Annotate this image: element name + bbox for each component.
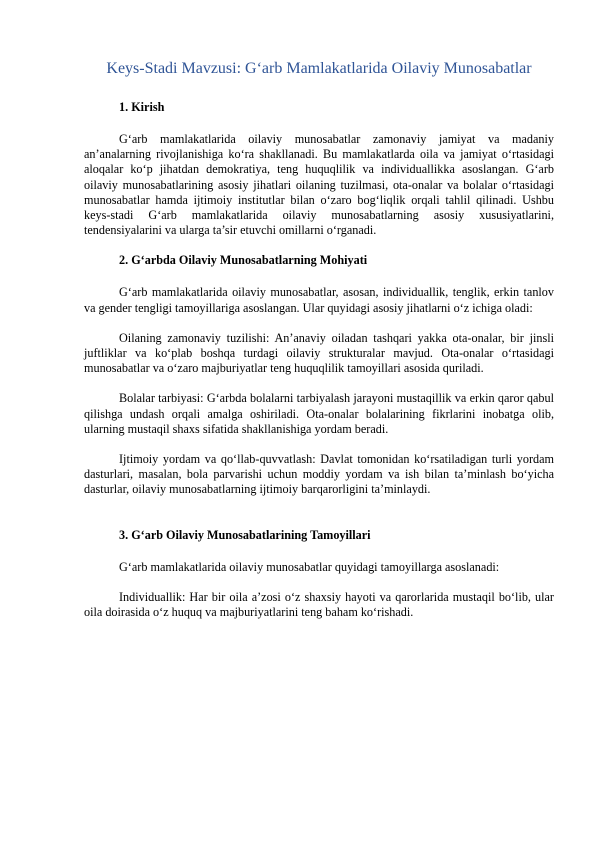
section-principles xyxy=(84,528,554,621)
paragraph: G‘arb mamlakatlarida oilaviy munosabatlar, asosan, individuallik, tenglik, erkin tanlov va gender tengligi tamoyillariga asoslangan. Ular quyidagi asosiy jihatlarni o‘z ichiga oladi: xyxy=(84,285,554,315)
section-heading: 3. G‘arb Oilaviy Munosabatlarining Tamoyillari xyxy=(119,527,371,542)
paragraph: Individuallik: Har bir oila a’zosi o‘z shaxsiy hayoti va qarorlarida mustaqil bo‘lib, ular oila doirasida o‘z huquq va majburiyatlarini teng baham ko‘rishadi. xyxy=(84,589,554,620)
section-heading: 2. G‘arbda Oilaviy Munosabatlarning Mohiyati xyxy=(119,253,368,268)
paragraph: Bolalar tarbiyasi: G‘arbda bolalarni tarbiyalash jarayoni mustaqillik va erkin qaror qabul qilishga undash orqali amalga oshiriladi. Ota-onalar bolalarining fikrlarini inobatga olib, ularning mustaqil shaxs sifatida shakllanishiga yordam beradi. xyxy=(84,391,554,436)
paragraph: G‘arb mamlakatlarida oilaviy munosabatlar zamonaviy jamiyat va madaniy an’analarning rivojlanishiga ko‘ra shakllanadi. Bu mamlakatlarda oila va jamiyat o‘rtasidagi aloqalar ko‘p jihatdan demokratiya, teng huquqlilik va individuallikka asoslangan. G‘arb oilaviy munosabatlarining asosiy jihatlari oilaning tuzilmasi, ota-onalar va bolalar o‘rtasidagi munosabatlar hamda ijtimoiy institutlar bilan o‘zaro bog‘liqlik orqali tahlil qilinadi. Ushbu keys-stadi G‘arb mamlakatlarida oilaviy munosabatlarning asosiy xususiyatlarini, tendensiyalarini va ularga ta’sir etuvchi omillarni o‘rganadi. xyxy=(84,132,554,238)
paragraph: Ijtimoiy yordam va qo‘llab-quvvatlash: Davlat tomonidan ko‘rsatiladigan turli yordam dasturlari, masalan, bola parvarishi uchun moddiy yordam va ish bilan ta’minlash bo‘yicha dasturlar, oilaviy munosabatlarning ijtimoiy barqarorligini ta’minlaydi. xyxy=(84,452,554,497)
paragraph: G‘arb mamlakatlarida oilaviy munosabatlar quyidagi tamoyillarga asoslanadi: xyxy=(119,559,500,574)
paragraph: Oilaning zamonaviy tuzilishi: An’anaviy oiladan tashqari yakka ota-onalar, bir jinsli juftliklar va ko‘plab boshqa turdagi oilaviy strukturalar mavjud. Ota-onalar o‘rtasidagi munosabatlar va o‘zaro majburiyatlar teng huquqlilik tamoyillari asosida quriladi. xyxy=(84,330,554,376)
document-title: Keys-Stadi Mavzusi: G‘arb Mamlakatlarida Oilaviy Munosabatlar xyxy=(106,60,532,77)
section-spacer xyxy=(84,513,554,528)
section-heading: 1. Kirish xyxy=(119,100,165,114)
section-essence xyxy=(84,253,554,497)
section-introduction xyxy=(84,100,554,238)
